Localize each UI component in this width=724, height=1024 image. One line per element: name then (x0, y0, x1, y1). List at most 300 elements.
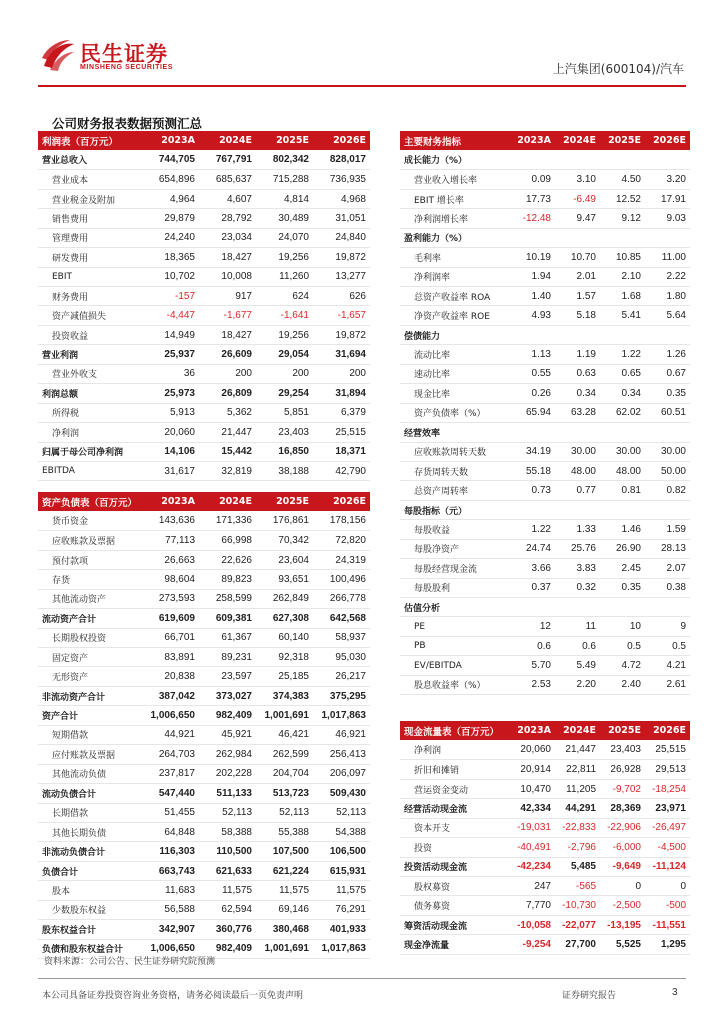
table-row (400, 481, 690, 500)
table-cell: 54,388 (313, 822, 370, 841)
table-cell: 62.02 (600, 403, 645, 422)
table-row (400, 170, 690, 189)
table-cell: 55.18 (510, 461, 555, 480)
row-label: 归属于母公司净利润 (38, 442, 142, 461)
table-cell: 58,937 (313, 628, 370, 647)
table-cell: 11,683 (142, 881, 199, 900)
table-cell: 4.21 (645, 656, 690, 675)
table-cell: 4.72 (600, 656, 645, 675)
table-cell: 18,365 (142, 248, 199, 267)
table-cell: 1,006,650 (142, 706, 199, 725)
table-cell: 23,034 (199, 228, 256, 247)
table-cell: 89,231 (199, 648, 256, 667)
table-cell: 373,027 (199, 686, 256, 705)
table-cell: 744,705 (142, 150, 199, 169)
row-label: 净利润 (400, 740, 510, 759)
table-cell (645, 325, 690, 344)
table-row (400, 598, 690, 617)
table-row (38, 920, 370, 939)
table-cell: 11,575 (256, 881, 313, 900)
table-cell (510, 598, 555, 617)
table-row (400, 403, 690, 422)
table-cell: 1,295 (645, 935, 690, 954)
table-cell: 77,113 (142, 531, 199, 550)
table-cell: 98,604 (142, 570, 199, 589)
table-cell: 0.65 (600, 364, 645, 383)
table-cell: 64,848 (142, 822, 199, 841)
row-label: EV/EBITDA (400, 656, 510, 675)
table-cell: 110,500 (199, 842, 256, 861)
row-label: 成长能力（%） (400, 150, 510, 169)
row-label: 股息收益率（%） (400, 675, 510, 694)
table-cell: 1.94 (510, 267, 555, 286)
table-cell: -9,254 (510, 935, 555, 954)
row-label: 长期借款 (38, 803, 142, 822)
table-cell: 17.91 (645, 189, 690, 208)
table-cell: 2.40 (600, 675, 645, 694)
table-cell: -1,677 (199, 306, 256, 325)
table-cell: 509,430 (313, 784, 370, 803)
row-label: 营业外收支 (38, 364, 142, 383)
table-cell (600, 423, 645, 442)
table-cell: 171,336 (199, 511, 256, 530)
table-cell: 116,303 (142, 842, 199, 861)
table-cell: 17.73 (510, 189, 555, 208)
table-cell: 38,188 (256, 461, 313, 480)
year-column-header: 2024E (555, 131, 600, 150)
table-cell: 92,318 (256, 648, 313, 667)
row-label: 货币资金 (38, 511, 142, 530)
footer-disclaimer: 本公司具备证券投资咨询业务资格，请务必阅读最后一页免责声明 (42, 991, 304, 1001)
table-cell: 29,879 (142, 209, 199, 228)
table-cell: 29,254 (256, 384, 313, 403)
table-cell: 0.6 (510, 636, 555, 655)
table-row (400, 423, 690, 442)
table-cell: -9,649 (600, 857, 645, 876)
table-cell: 106,500 (313, 842, 370, 861)
table-row (400, 500, 690, 519)
table-cell: 200 (199, 364, 256, 383)
table-cell: 1.40 (510, 287, 555, 306)
table-cell: 30.00 (555, 442, 600, 461)
table-cell: 5.49 (555, 656, 600, 675)
table-cell: -11,551 (645, 915, 690, 934)
table-cell: -1,641 (256, 306, 313, 325)
footer-report-type: 证券研究报告 (562, 991, 617, 1001)
table-cell: 107,500 (256, 842, 313, 861)
table-cell: 1,017,863 (313, 706, 370, 725)
table-cell: 45,921 (199, 725, 256, 744)
table-cell: 48.00 (600, 461, 645, 480)
table-cell: 2.01 (555, 267, 600, 286)
report-subject: 上汽集团(600104)/汽车 (552, 62, 684, 76)
table-cell: 26,663 (142, 550, 199, 569)
table-row (400, 675, 690, 694)
table-row (38, 609, 370, 628)
table-row (38, 764, 370, 783)
table-cell (510, 500, 555, 519)
table-cell: 1.68 (600, 287, 645, 306)
table-row (400, 287, 690, 306)
table-cell: -40,491 (510, 838, 555, 857)
row-label: EBITDA (38, 461, 142, 480)
table-cell: 46,421 (256, 725, 313, 744)
brand-name-cn: 民生证券 (80, 42, 168, 66)
table-row (38, 403, 370, 422)
table-cell: 401,933 (313, 920, 370, 939)
table-cell: 19,872 (313, 248, 370, 267)
row-label: 筹资活动现金流 (400, 915, 510, 934)
table-title-header: 利润表（百万元） (38, 131, 142, 150)
table-cell: 25,515 (645, 740, 690, 759)
table-row (400, 325, 690, 344)
table-cell: 0.38 (645, 578, 690, 597)
row-label: 短期借款 (38, 725, 142, 744)
table-cell: 69,146 (256, 900, 313, 919)
table-cell: 11,205 (555, 779, 600, 798)
cash-flow-table (400, 721, 690, 955)
table-cell: -6,000 (600, 838, 645, 857)
table-cell: 3.10 (555, 170, 600, 189)
table-cell: 20,060 (142, 423, 199, 442)
table-cell: 513,723 (256, 784, 313, 803)
row-label: 流动资产合计 (38, 609, 142, 628)
table-cell: 23,604 (256, 550, 313, 569)
table-cell: 19,256 (256, 325, 313, 344)
table-row (400, 442, 690, 461)
table-cell: 256,413 (313, 745, 370, 764)
row-label: 固定资产 (38, 648, 142, 667)
table-cell: 66,998 (199, 531, 256, 550)
table-cell: 1.57 (555, 287, 600, 306)
table-cell: 51,455 (142, 803, 199, 822)
year-column-header: 2026E (313, 492, 370, 511)
table-cell: 26,217 (313, 667, 370, 686)
row-label: 流动比率 (400, 345, 510, 364)
table-cell: 1.22 (510, 520, 555, 539)
table-cell: 247 (510, 877, 555, 896)
table-cell (555, 598, 600, 617)
table-cell: 44,921 (142, 725, 199, 744)
table-cell (600, 500, 645, 519)
table-cell: 0.67 (645, 364, 690, 383)
table-row (400, 189, 690, 208)
table-cell: 266,778 (313, 589, 370, 608)
table-cell: 5,851 (256, 403, 313, 422)
table-cell: 58,388 (199, 822, 256, 841)
table-row (400, 935, 690, 954)
row-label: 销售费用 (38, 209, 142, 228)
table-cell (645, 150, 690, 169)
table-cell: 387,042 (142, 686, 199, 705)
table-cell: 0.5 (645, 636, 690, 655)
table-cell: 0.34 (555, 384, 600, 403)
table-cell: 28,369 (600, 799, 645, 818)
table-cell (555, 500, 600, 519)
table-cell: 24,240 (142, 228, 199, 247)
year-column-header: 2026E (313, 131, 370, 150)
year-column-header: 2026E (645, 721, 690, 740)
table-cell: 736,935 (313, 170, 370, 189)
table-cell: -12.48 (510, 209, 555, 228)
table-cell: 654,896 (142, 170, 199, 189)
year-column-header: 2023A (142, 131, 199, 150)
table-cell: -500 (645, 896, 690, 915)
year-column-header: 2025E (256, 492, 313, 511)
table-cell: 3.20 (645, 170, 690, 189)
table-cell (645, 423, 690, 442)
row-label: 资产合计 (38, 706, 142, 725)
table-cell: 767,791 (199, 150, 256, 169)
table-cell: 23,403 (256, 423, 313, 442)
row-label: 每股收益 (400, 520, 510, 539)
table-row (400, 209, 690, 228)
table-title-header: 主要财务指标 (400, 131, 510, 150)
table-cell: 5.41 (600, 306, 645, 325)
table-row (38, 628, 370, 647)
row-label: 负债和股东权益合计 (38, 939, 142, 958)
table-cell: 14,106 (142, 442, 199, 461)
table-cell (600, 598, 645, 617)
table-row (38, 822, 370, 841)
table-cell: 29,513 (645, 760, 690, 779)
table-cell (555, 150, 600, 169)
table-cell: 5.64 (645, 306, 690, 325)
row-label: 资产减值损失 (38, 306, 142, 325)
table-row (38, 423, 370, 442)
table-cell: 3.66 (510, 559, 555, 578)
table-cell: 10,008 (199, 267, 256, 286)
table-cell: 621,633 (199, 861, 256, 880)
table-cell: 262,849 (256, 589, 313, 608)
table-cell: 52,113 (256, 803, 313, 822)
table-cell: -2,796 (555, 838, 600, 857)
table-cell: 0.6 (555, 636, 600, 655)
table-cell: 2.20 (555, 675, 600, 694)
table-cell: 10.70 (555, 248, 600, 267)
row-label: 其他流动负债 (38, 764, 142, 783)
row-label: 少数股东权益 (38, 900, 142, 919)
table-cell (645, 228, 690, 247)
table-row (38, 881, 370, 900)
row-label: 营业利润 (38, 345, 142, 364)
table-row (38, 209, 370, 228)
table-cell: 22,626 (199, 550, 256, 569)
table-cell: 200 (313, 364, 370, 383)
year-column-header: 2023A (142, 492, 199, 511)
row-label: EBIT 增长率 (400, 189, 510, 208)
row-label: 应收账款及票据 (38, 531, 142, 550)
table-cell: 206,097 (313, 764, 370, 783)
table-cell: -1,657 (313, 306, 370, 325)
table-cell: 204,704 (256, 764, 313, 783)
income-statement-table (38, 131, 370, 481)
row-label: 研发费用 (38, 248, 142, 267)
table-cell: 5,913 (142, 403, 199, 422)
table-cell: 5,525 (600, 935, 645, 954)
table-cell: 20,914 (510, 760, 555, 779)
table-cell: -13,195 (600, 915, 645, 934)
table-cell: 1.46 (600, 520, 645, 539)
table-row (38, 248, 370, 267)
table-cell: 1.26 (645, 345, 690, 364)
row-label: 总资产收益率 ROA (400, 287, 510, 306)
table-cell: 100,496 (313, 570, 370, 589)
table-cell: 5,362 (199, 403, 256, 422)
table-cell: -18,254 (645, 779, 690, 798)
table-cell: 1.19 (555, 345, 600, 364)
table-row (38, 461, 370, 480)
table-cell: -9,702 (600, 779, 645, 798)
table-cell: 76,291 (313, 900, 370, 919)
table-cell: 237,817 (142, 764, 199, 783)
row-label: 应付账款及票据 (38, 745, 142, 764)
year-column-header: 2026E (645, 131, 690, 150)
table-cell: 23,971 (645, 799, 690, 818)
table-cell: 0.81 (600, 481, 645, 500)
table-cell: 20,060 (510, 740, 555, 759)
table-cell: -4,500 (645, 838, 690, 857)
row-label: 每股净资产 (400, 539, 510, 558)
table-cell: 26,928 (600, 760, 645, 779)
table-row (400, 838, 690, 857)
table-cell: 615,931 (313, 861, 370, 880)
table-row (400, 150, 690, 169)
row-label: 流动负债合计 (38, 784, 142, 803)
table-cell: 11,575 (313, 881, 370, 900)
table-cell: 0.32 (555, 578, 600, 597)
row-label: 无形资产 (38, 667, 142, 686)
row-label: 投资活动现金流 (400, 857, 510, 876)
table-cell: 2.10 (600, 267, 645, 286)
table-cell: 547,440 (142, 784, 199, 803)
financial-ratios-table (400, 131, 690, 695)
table-cell: 178,156 (313, 511, 370, 530)
table-row (38, 511, 370, 530)
table-cell: 10,702 (142, 267, 199, 286)
table-row (400, 461, 690, 480)
table-cell: 42,334 (510, 799, 555, 818)
table-cell: 10,470 (510, 779, 555, 798)
table-cell: 28.13 (645, 539, 690, 558)
table-cell: -19,031 (510, 818, 555, 837)
year-column-header: 2024E (555, 721, 600, 740)
table-cell: 11.00 (645, 248, 690, 267)
table-cell: 262,599 (256, 745, 313, 764)
table-cell: 982,409 (199, 706, 256, 725)
table-row (38, 364, 370, 383)
table-row (38, 170, 370, 189)
table-header-row (38, 492, 370, 511)
table-row (400, 740, 690, 759)
row-label: 股东权益合计 (38, 920, 142, 939)
table-row (400, 267, 690, 286)
table-cell: 380,468 (256, 920, 313, 939)
table-cell: 34.19 (510, 442, 555, 461)
table-row (400, 228, 690, 247)
table-cell: 24,319 (313, 550, 370, 569)
table-cell: 0.35 (600, 578, 645, 597)
table-cell: 23,597 (199, 667, 256, 686)
table-cell: 26,809 (199, 384, 256, 403)
table-cell: -565 (555, 877, 600, 896)
table-cell: 621,224 (256, 861, 313, 880)
table-cell: 26.90 (600, 539, 645, 558)
row-label: 净利润 (38, 423, 142, 442)
table-cell (510, 150, 555, 169)
table-cell: 9.03 (645, 209, 690, 228)
table-cell: 0.5 (600, 636, 645, 655)
minsheng-logo (40, 36, 190, 78)
row-label: 非流动负债合计 (38, 842, 142, 861)
row-label: 所得税 (38, 403, 142, 422)
table-cell: 663,743 (142, 861, 199, 880)
table-cell (555, 423, 600, 442)
table-cell: 42,790 (313, 461, 370, 480)
table-row (400, 559, 690, 578)
table-cell: 0.73 (510, 481, 555, 500)
table-cell: 30.00 (645, 442, 690, 461)
table-cell: 1,001,691 (256, 706, 313, 725)
row-label: 每股股利 (400, 578, 510, 597)
table-cell: 143,636 (142, 511, 199, 530)
table-title-header: 资产负债表（百万元） (38, 492, 142, 511)
table-cell: 10.85 (600, 248, 645, 267)
table-cell: 60,140 (256, 628, 313, 647)
table-cell: 0.34 (600, 384, 645, 403)
table-cell: 0 (600, 877, 645, 896)
table-cell (510, 423, 555, 442)
table-row (400, 915, 690, 934)
table-cell: 27,700 (555, 935, 600, 954)
table-row (400, 799, 690, 818)
table-cell: 0.37 (510, 578, 555, 597)
row-label: 净利润率 (400, 267, 510, 286)
table-row (400, 578, 690, 597)
table-cell (600, 325, 645, 344)
table-cell: -157 (142, 287, 199, 306)
table-cell: -10,730 (555, 896, 600, 915)
year-column-header: 2023A (510, 131, 555, 150)
table-cell: 1.13 (510, 345, 555, 364)
table-cell: 14,949 (142, 325, 199, 344)
row-label: 非流动资产合计 (38, 686, 142, 705)
table-cell: 342,907 (142, 920, 199, 939)
row-label: 营业收入增长率 (400, 170, 510, 189)
page-number: 3 (672, 987, 678, 998)
row-label: 管理费用 (38, 228, 142, 247)
row-label: 存货 (38, 570, 142, 589)
table-cell: 52,113 (199, 803, 256, 822)
row-label: 投资收益 (38, 325, 142, 344)
table-cell: 65.94 (510, 403, 555, 422)
table-cell: 264,703 (142, 745, 199, 764)
row-label: 长期股权投资 (38, 628, 142, 647)
table-cell: 93,651 (256, 570, 313, 589)
page-header (0, 0, 724, 90)
table-cell: 3.83 (555, 559, 600, 578)
table-cell: 374,383 (256, 686, 313, 705)
table-cell: 4,814 (256, 189, 313, 208)
table-cell: 4.93 (510, 306, 555, 325)
table-cell: 1,017,863 (313, 939, 370, 958)
table-cell: 52,113 (313, 803, 370, 822)
table-row (400, 760, 690, 779)
table-row (400, 617, 690, 636)
table-cell: 60.51 (645, 403, 690, 422)
table-cell: -22,906 (600, 818, 645, 837)
table-row (400, 539, 690, 558)
